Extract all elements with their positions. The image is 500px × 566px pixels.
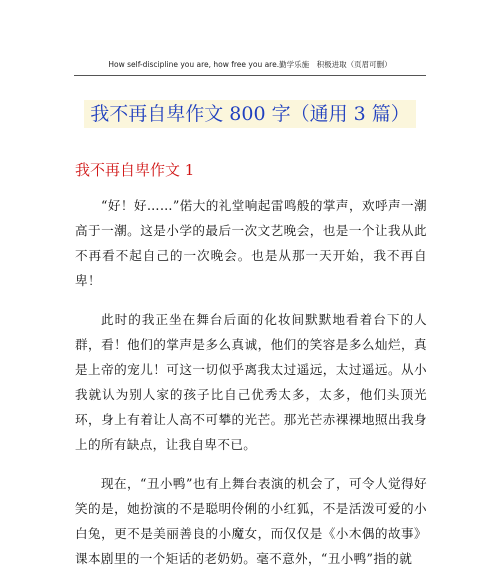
- header-divider: [74, 75, 426, 76]
- body-text: [75, 193, 427, 566]
- running-header: How self-discipline you are, how free you are.勤学乐施 积极进取（页眉可删）: [108, 60, 392, 69]
- paragraph: 此时的我正坐在舞台后面的化妆间默默地看着台下的人群，看！他们的掌声是多么真诚，他们的笑容是多么灿烂，真是上帝的宠儿！可这一切似乎离我太过遥远，太过遥远。从小我就认为别人家的孩子比自己优秀太多，太多，他们头顶光环，身上有着让人高不可攀的光芒。那光芒赤裸裸地照出我身上的所有缺点，让我自卑不已。: [75, 312, 427, 452]
- paragraph: “好！好……”偌大的礼堂响起雷鸣般的掌声，欢呼声一潮高于一潮。这是小学的最后一次文艺晚会，也是一个让我从此不再看不起自己的一次晚会。也是从那一天开始，我不再自卑！: [75, 198, 427, 288]
- paragraph: 现在，“丑小鸭”也有上舞台表演的机会了，可令人觉得好笑的是，她扮演的不是聪明伶俐的小红狐，不是活泼可爱的小白兔，更不是美丽善良的小魔女，而仅仅是《小木偶的故事》课本剧里的一个矩话的老奶奶。毫不意外，“丑小鸭”指的就: [75, 476, 427, 566]
- title-container: [0, 100, 500, 128]
- section-heading: 我不再自卑作文 1: [75, 161, 195, 179]
- document-title: 我不再自卑作文 800 字（通用 3 篇）: [84, 100, 416, 128]
